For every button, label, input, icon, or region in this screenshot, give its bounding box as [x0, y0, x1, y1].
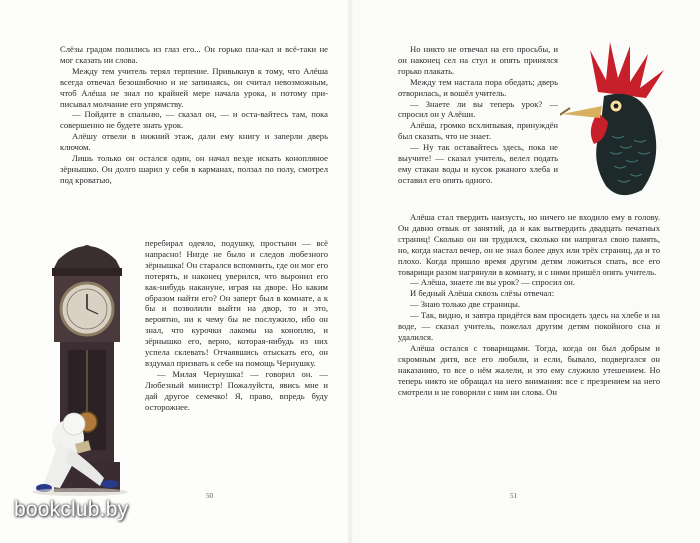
paragraph: — Пойдите в спальню, — сказал он, — и оста-вайтесь там, пока совершенно не будете знать урок. — [60, 109, 328, 131]
right-text-side — [398, 44, 558, 186]
paragraph: — Алёша, знаете ли вы урок? — спросил он. — [410, 277, 576, 288]
paragraph: перебирал одеяло, подушку, простыни — всё напрасно! Нигде не было и следов любезного зёрнышка! Он старался вспомнить, где он мог его потерять, и наконец уверился, что выронил его как-нибудь накануне, играя на дворе. Но каким образом найти его? Он заперт был в комнате, а к бы и позволили выйти на двор, то и это, вероятно, ни к чему бы не послужило, ибо он знал, что курочки лакомы на коноплю, и зёрнышко его, верно, которая-нибудь из них успела склевать! Отчаявшись отыскать его, он вздумал призвать к себе на помощь Чернушку. — [145, 238, 328, 368]
paragraph: Между тем учитель терял терпение. Привыкнув к тому, что Алёша всегда отвечал безошибочно и не запинаясь, он считал невозможным, чтоб Алёша не знал по крайней мере начала урока, и потому при-писывал молчание его упрямству. — [60, 65, 328, 109]
page-number-left: 50 — [206, 492, 213, 500]
left-text-top — [60, 44, 328, 186]
paragraph: Алёша стал твердить наизусть, но ничего не входило ему в голову. Он давно отвык от занятий, да и как вытвердить двадцать печатных страниц! Сколько он ни трудился, сколько ни напрягал свою память, но, когда настал вечер, он не знал более двух или трёх страниц, да и то плохо. Когда пришло время другим детям ложиться спать, все его товарищи разом нагрянули в комнату, и с ними пришёл опять учитель. — [398, 212, 660, 277]
page-number-right: 51 — [510, 492, 517, 500]
paragraph: — Так, видно, и завтра придётся вам просидеть здесь на хлебе и на воде, — сказал учитель, пожелал другим детям покойного сна и удалился. — [398, 310, 660, 342]
paragraph: Между тем настала пора обедать; дверь отворилась, и вошёл учитель. — [398, 76, 558, 98]
paragraph: Слёзы градом полились из глаз его... Он горько пла-кал и всё-таки не мог сказать ни слова. — [60, 44, 328, 65]
left-text-side — [145, 238, 328, 413]
right-text-full — [398, 212, 660, 397]
paragraph: Алёша остался с товарищами. Тогда, когда он был добрым и скромным дитя, все его любили, и если, бывало, подвергался он наказанию, то все о нём жалели, и это ему служило утешением. Но теперь никто не обращал на него внимания: все с презрением на него смотрели и не говорили с ним ни слова. Он — [398, 342, 660, 397]
rooster-illustration — [560, 40, 680, 200]
paragraph: Алёшу отвели в нижний этаж, дали ему книгу и заперли дверь ключом. — [60, 131, 328, 153]
paragraph: И бедный Алёша сквозь слёзы отвечал: — [410, 288, 555, 299]
paragraph: — Знаю только две страницы. — [410, 299, 521, 310]
clock-boy-illustration — [30, 238, 145, 500]
paragraph: Но никто не отвечал на его просьбы, и он наконец сел на стул и опять принялся горько плакать. — [398, 44, 558, 76]
paragraph: — Милая Чернушка! — говорил он. — Любезный министр! Пожалуйста, явись мне и дай другое семечко! Я, право, впредь буду осторожнее. — [145, 368, 328, 412]
paragraph: — Знаете ли вы теперь урок? — спросил он у Алёши. — [398, 98, 558, 120]
paragraph: Алёша, громко всхлипывая, принуждён был сказать, что не знает. — [398, 120, 558, 142]
paragraph: — Ну так оставайтесь здесь, пока не выучите! — сказал учитель, велел подать ему стакан воды и кусок ржаного хлеба и оставил его опять одного. — [398, 142, 558, 185]
book-gutter — [347, 0, 353, 543]
paragraph: Лишь только он остался один, он начал везде искать конопляное зёрнышко. Он долго шарил у себя в карманах, ползал по полу, смотрел под кроватью, — [60, 153, 328, 185]
site-watermark: bookclub.by — [14, 498, 129, 521]
